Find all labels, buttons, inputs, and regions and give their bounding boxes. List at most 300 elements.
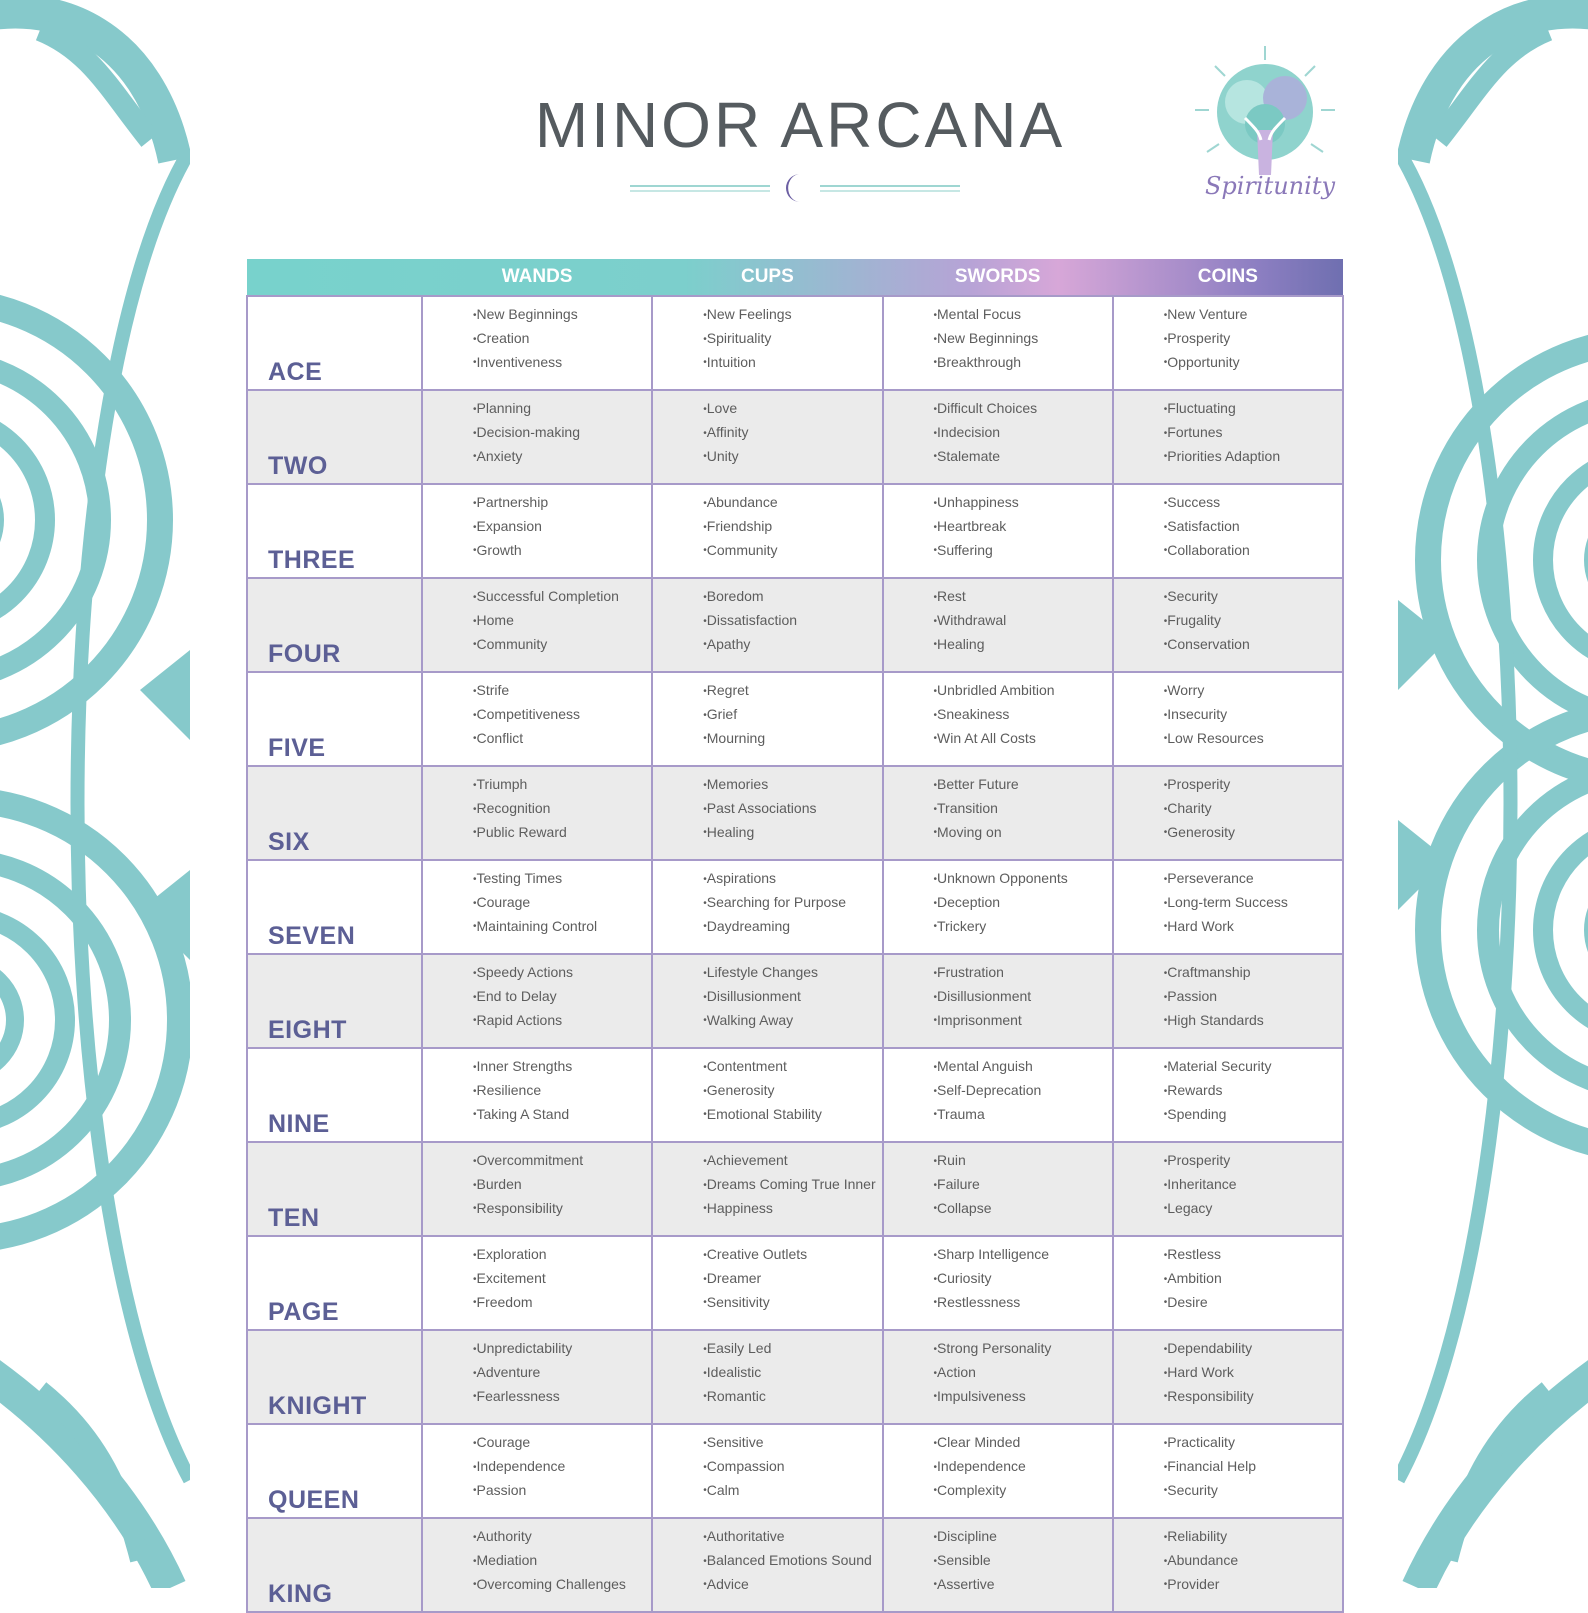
mandala-pattern-left xyxy=(0,0,190,1588)
meaning-item: • Daydreaming xyxy=(703,915,881,939)
meaning-cell-swords xyxy=(883,1236,1113,1330)
meaning-item: • Assertive xyxy=(934,1573,1112,1597)
meaning-item: • Love xyxy=(703,397,881,421)
meaning-cell-wands xyxy=(422,484,652,578)
meaning-cell-wands xyxy=(422,1424,652,1518)
rank-label: NINE xyxy=(247,1048,422,1142)
meaning-item: • Difficult Choices xyxy=(934,397,1112,421)
meaning-item: • Dependability xyxy=(1164,1337,1342,1361)
column-header-swords: SWORDS xyxy=(954,266,1041,287)
meaning-item: • Sensitivity xyxy=(703,1291,881,1315)
meaning-item: • Creation xyxy=(473,327,651,351)
column-header-wands: WANDS xyxy=(501,266,573,287)
meaning-item: • Idealistic xyxy=(703,1361,881,1385)
meaning-cell-cups xyxy=(652,766,882,860)
crescent-moon-icon xyxy=(786,174,800,202)
meaning-list xyxy=(1164,961,1342,1032)
rank-label: QUEEN xyxy=(247,1424,422,1518)
rank-label: TEN xyxy=(247,1142,422,1236)
meaning-item: • Fluctuating xyxy=(1164,397,1342,421)
meaning-item: • Romantic xyxy=(703,1385,881,1409)
meaning-list xyxy=(934,961,1112,1032)
meaning-item: • Testing Times xyxy=(473,867,651,891)
meaning-item: • Affinity xyxy=(703,421,881,445)
table-header-row xyxy=(247,259,1343,296)
meaning-item: • Walking Away xyxy=(703,1009,881,1033)
meaning-item: • Dreams Coming True Inner xyxy=(703,1173,881,1197)
meaning-cell-cups xyxy=(652,1142,882,1236)
right-mandala-border xyxy=(1398,0,1588,1588)
table-row xyxy=(247,954,1343,1048)
rank-label: THREE xyxy=(247,484,422,578)
meaning-item: • Healing xyxy=(934,633,1112,657)
meaning-item: • Trauma xyxy=(934,1103,1112,1127)
meaning-list xyxy=(473,773,651,844)
meaning-item: • Hard Work xyxy=(1164,1361,1342,1385)
meaning-cell-swords xyxy=(883,296,1113,390)
meaning-item: • Provider xyxy=(1164,1573,1342,1597)
meaning-list xyxy=(934,773,1112,844)
table-row xyxy=(247,1142,1343,1236)
meaning-item: • Unhappiness xyxy=(934,491,1112,515)
meaning-item: • Conflict xyxy=(473,727,651,751)
meaning-item: • Withdrawal xyxy=(934,609,1112,633)
meaning-list xyxy=(1164,1149,1342,1220)
meaning-list xyxy=(934,1431,1112,1502)
meaning-item: • Apathy xyxy=(703,633,881,657)
meaning-item: • New Venture xyxy=(1164,303,1342,327)
meaning-item: • Compassion xyxy=(703,1455,881,1479)
meaning-item: • Resilience xyxy=(473,1079,651,1103)
meaning-item: • Imprisonment xyxy=(934,1009,1112,1033)
meaning-cell-coins xyxy=(1113,1330,1343,1424)
meaning-cell-swords xyxy=(883,390,1113,484)
meaning-item: • Independence xyxy=(934,1455,1112,1479)
header-corner xyxy=(247,259,422,296)
meaning-list xyxy=(473,585,651,656)
meaning-item: • Collapse xyxy=(934,1197,1112,1221)
meaning-item: • Emotional Stability xyxy=(703,1103,881,1127)
meaning-cell-cups xyxy=(652,484,882,578)
meaning-cell-swords xyxy=(883,766,1113,860)
meaning-item: • Excitement xyxy=(473,1267,651,1291)
meaning-item: • Breakthrough xyxy=(934,351,1112,375)
meaning-item: • Prosperity xyxy=(1164,773,1342,797)
meaning-item: • High Standards xyxy=(1164,1009,1342,1033)
meaning-item: • Spending xyxy=(1164,1103,1342,1127)
meaning-item: • Low Resources xyxy=(1164,727,1342,751)
meaning-item: • Recognition xyxy=(473,797,651,821)
meaning-item: • Responsibility xyxy=(473,1197,651,1221)
table-row xyxy=(247,672,1343,766)
meaning-item: • Community xyxy=(473,633,651,657)
rank-label: ACE xyxy=(247,296,422,390)
meaning-item: • Authority xyxy=(473,1525,651,1549)
meaning-item: • Dreamer xyxy=(703,1267,881,1291)
meaning-item: • Generosity xyxy=(703,1079,881,1103)
meaning-cell-coins xyxy=(1113,1142,1343,1236)
meaning-item: • Speedy Actions xyxy=(473,961,651,985)
meaning-item: • Contentment xyxy=(703,1055,881,1079)
meaning-item: • Heartbreak xyxy=(934,515,1112,539)
meaning-item: • Indecision xyxy=(934,421,1112,445)
meaning-item: • Successful Completion xyxy=(473,585,651,609)
meaning-list xyxy=(934,303,1112,374)
meaning-item: • Unknown Opponents xyxy=(934,867,1112,891)
meaning-item: • Better Future xyxy=(934,773,1112,797)
meaning-item: • Prosperity xyxy=(1164,327,1342,351)
meaning-cell-cups xyxy=(652,1236,882,1330)
meaning-item: • New Feelings xyxy=(703,303,881,327)
meaning-cell-coins xyxy=(1113,672,1343,766)
meaning-item: • Spirituality xyxy=(703,327,881,351)
meaning-list xyxy=(1164,773,1342,844)
meaning-cell-wands xyxy=(422,578,652,672)
meaning-list xyxy=(934,397,1112,468)
meaning-item: • Courage xyxy=(473,891,651,915)
meaning-cell-swords xyxy=(883,1142,1113,1236)
meaning-list xyxy=(473,679,651,750)
meaning-item: • Security xyxy=(1164,1479,1342,1503)
meaning-item: • Competitiveness xyxy=(473,703,651,727)
meaning-item: • Unbridled Ambition xyxy=(934,679,1112,703)
meaning-cell-coins xyxy=(1113,1048,1343,1142)
meaning-item: • Healing xyxy=(703,821,881,845)
meaning-item: • Fortunes xyxy=(1164,421,1342,445)
meaning-item: • Burden xyxy=(473,1173,651,1197)
meaning-cell-swords xyxy=(883,484,1113,578)
meaning-item: • Overcommitment xyxy=(473,1149,651,1173)
meaning-list xyxy=(934,867,1112,938)
table-row xyxy=(247,1236,1343,1330)
meaning-item: • Discipline xyxy=(934,1525,1112,1549)
meaning-item: • Material Security xyxy=(1164,1055,1342,1079)
meaning-item: • Advice xyxy=(703,1573,881,1597)
meaning-cell-wands xyxy=(422,672,652,766)
meaning-item: • Long-term Success xyxy=(1164,891,1342,915)
moon-divider xyxy=(630,172,960,204)
meaning-item: • Lifestyle Changes xyxy=(703,961,881,985)
meaning-item: • Charity xyxy=(1164,797,1342,821)
brand-name: Spiritunity xyxy=(1204,172,1336,200)
meaning-item: • Passion xyxy=(1164,985,1342,1009)
table-row xyxy=(247,1330,1343,1424)
meaning-item: • Disillusionment xyxy=(703,985,881,1009)
meaning-cell-swords xyxy=(883,1518,1113,1612)
meaning-item: • Perseverance xyxy=(1164,867,1342,891)
meaning-list xyxy=(703,1243,881,1314)
meaning-item: • Independence xyxy=(473,1455,651,1479)
meaning-item: • Courage xyxy=(473,1431,651,1455)
meaning-cell-cups xyxy=(652,296,882,390)
meaning-item: • Strife xyxy=(473,679,651,703)
meaning-item: • Deception xyxy=(934,891,1112,915)
meaning-item: • Self-Deprecation xyxy=(934,1079,1112,1103)
meaning-item: • Community xyxy=(703,539,881,563)
meaning-cell-wands xyxy=(422,1236,652,1330)
meaning-item: • Practicality xyxy=(1164,1431,1342,1455)
minor-arcana-table xyxy=(246,259,1344,1613)
meaning-item: • Inner Strengths xyxy=(473,1055,651,1079)
meaning-item: • Adventure xyxy=(473,1361,651,1385)
rank-label: KING xyxy=(247,1518,422,1612)
meaning-item: • Triumph xyxy=(473,773,651,797)
meaning-list xyxy=(703,1525,881,1596)
meaning-list xyxy=(1164,1243,1342,1314)
meaning-item: • Aspirations xyxy=(703,867,881,891)
meaning-item: • Public Reward xyxy=(473,821,651,845)
meaning-item: • Conservation xyxy=(1164,633,1342,657)
meaning-cell-wands xyxy=(422,1518,652,1612)
meaning-list xyxy=(703,1431,881,1502)
meaning-list xyxy=(934,679,1112,750)
meaning-cell-coins xyxy=(1113,1236,1343,1330)
meaning-item: • Sensitive xyxy=(703,1431,881,1455)
meaning-item: • Partnership xyxy=(473,491,651,515)
rank-label: PAGE xyxy=(247,1236,422,1330)
meaning-item: • Prosperity xyxy=(1164,1149,1342,1173)
meaning-list xyxy=(1164,867,1342,938)
meaning-list xyxy=(703,961,881,1032)
meaning-list xyxy=(1164,1337,1342,1408)
meaning-item: • Frustration xyxy=(934,961,1112,985)
meaning-list xyxy=(934,1337,1112,1408)
meaning-item: • Inventiveness xyxy=(473,351,651,375)
meaning-list xyxy=(703,679,881,750)
meaning-cell-coins xyxy=(1113,954,1343,1048)
meaning-item: • Dissatisfaction xyxy=(703,609,881,633)
meaning-list xyxy=(1164,1525,1342,1596)
meaning-cell-swords xyxy=(883,1048,1113,1142)
meaning-item: • Strong Personality xyxy=(934,1337,1112,1361)
meaning-cell-swords xyxy=(883,578,1113,672)
meaning-list xyxy=(473,303,651,374)
meaning-item: • Home xyxy=(473,609,651,633)
meaning-cell-coins xyxy=(1113,860,1343,954)
page-title: MINOR ARCANA xyxy=(534,89,1066,161)
meaning-item: • Overcoming Challenges xyxy=(473,1573,651,1597)
meaning-item: • Rest xyxy=(934,585,1112,609)
meaning-item: • Moving on xyxy=(934,821,1112,845)
meaning-item: • Impulsiveness xyxy=(934,1385,1112,1409)
meaning-list xyxy=(473,1525,651,1596)
meaning-item: • New Beginnings xyxy=(934,327,1112,351)
meaning-cell-cups xyxy=(652,1048,882,1142)
meaning-item: • Exploration xyxy=(473,1243,651,1267)
meaning-item: • Passion xyxy=(473,1479,651,1503)
meaning-item: • Ruin xyxy=(934,1149,1112,1173)
meaning-item: • Intuition xyxy=(703,351,881,375)
meaning-list xyxy=(934,1055,1112,1126)
meaning-item: • Satisfaction xyxy=(1164,515,1342,539)
meaning-item: • Curiosity xyxy=(934,1267,1112,1291)
meaning-cell-cups xyxy=(652,954,882,1048)
meaning-list xyxy=(1164,585,1342,656)
meaning-cell-coins xyxy=(1113,390,1343,484)
meaning-list xyxy=(473,1055,651,1126)
meaning-item: • Abundance xyxy=(703,491,881,515)
meaning-item: • Opportunity xyxy=(1164,351,1342,375)
meaning-item: • Happiness xyxy=(703,1197,881,1221)
meaning-item: • Ambition xyxy=(1164,1267,1342,1291)
meaning-item: • Calm xyxy=(703,1479,881,1503)
meaning-item: • Creative Outlets xyxy=(703,1243,881,1267)
meaning-item: • Win At All Costs xyxy=(934,727,1112,751)
meaning-item: • Fearlessness xyxy=(473,1385,651,1409)
meaning-cell-coins xyxy=(1113,296,1343,390)
meaning-item: • End to Delay xyxy=(473,985,651,1009)
meaning-cell-cups xyxy=(652,1518,882,1612)
meaning-item: • Generosity xyxy=(1164,821,1342,845)
meaning-item: • Clear Minded xyxy=(934,1431,1112,1455)
meaning-item: • Responsibility xyxy=(1164,1385,1342,1409)
meaning-list xyxy=(473,1243,651,1314)
meaning-list xyxy=(1164,397,1342,468)
meaning-item: • Rapid Actions xyxy=(473,1009,651,1033)
meaning-cell-swords xyxy=(883,954,1113,1048)
meaning-item: • Priorities Adaption xyxy=(1164,445,1342,469)
meaning-cell-wands xyxy=(422,766,652,860)
meaning-list xyxy=(703,1149,881,1220)
rank-label: EIGHT xyxy=(247,954,422,1048)
meaning-list xyxy=(473,961,651,1032)
meaning-list xyxy=(1164,1055,1342,1126)
meaning-cell-swords xyxy=(883,860,1113,954)
meaning-cell-cups xyxy=(652,860,882,954)
table-body xyxy=(247,296,1343,1612)
rank-label: KNIGHT xyxy=(247,1330,422,1424)
meaning-item: • Anxiety xyxy=(473,445,651,469)
meaning-item: • Maintaining Control xyxy=(473,915,651,939)
meaning-item: • Disillusionment xyxy=(934,985,1112,1009)
meaning-list xyxy=(473,1431,651,1502)
meaning-item: • Sensible xyxy=(934,1549,1112,1573)
meaning-list xyxy=(934,1243,1112,1314)
meaning-cell-swords xyxy=(883,672,1113,766)
meaning-item: • Legacy xyxy=(1164,1197,1342,1221)
meaning-item: • Regret xyxy=(703,679,881,703)
meaning-list xyxy=(934,585,1112,656)
meaning-item: • Reliability xyxy=(1164,1525,1342,1549)
meaning-item: • Collaboration xyxy=(1164,539,1342,563)
meaning-list xyxy=(473,491,651,562)
meaning-cell-coins xyxy=(1113,1424,1343,1518)
meaning-list xyxy=(703,491,881,562)
meaning-cell-wands xyxy=(422,1048,652,1142)
column-header-cups: CUPS xyxy=(740,266,794,287)
meaning-item: • Rewards xyxy=(1164,1079,1342,1103)
meaning-item: • Failure xyxy=(934,1173,1112,1197)
meaning-item: • Easily Led xyxy=(703,1337,881,1361)
meaning-item: • Craftmanship xyxy=(1164,961,1342,985)
column-header-coins: COINS xyxy=(1197,266,1258,287)
meaning-item: • New Beginnings xyxy=(473,303,651,327)
meaning-list xyxy=(703,1337,881,1408)
meaning-list xyxy=(1164,303,1342,374)
meaning-item: • Growth xyxy=(473,539,651,563)
meaning-cell-swords xyxy=(883,1424,1113,1518)
meaning-list xyxy=(473,1149,651,1220)
meaning-list xyxy=(1164,491,1342,562)
meaning-list xyxy=(703,303,881,374)
meaning-item: • Trickery xyxy=(934,915,1112,939)
meaning-item: • Restless xyxy=(1164,1243,1342,1267)
meaning-cell-cups xyxy=(652,390,882,484)
meaning-item: • Boredom xyxy=(703,585,881,609)
rank-label: SIX xyxy=(247,766,422,860)
meaning-item: • Inheritance xyxy=(1164,1173,1342,1197)
meaning-item: • Worry xyxy=(1164,679,1342,703)
table-row xyxy=(247,484,1343,578)
rank-label: TWO xyxy=(247,390,422,484)
meaning-cell-cups xyxy=(652,672,882,766)
meaning-item: • Freedom xyxy=(473,1291,651,1315)
meaning-item: • Balanced Emotions Sound xyxy=(703,1549,881,1573)
meaning-item: • Transition xyxy=(934,797,1112,821)
meaning-item: • Sharp Intelligence xyxy=(934,1243,1112,1267)
meaning-cell-wands xyxy=(422,390,652,484)
meaning-cell-wands xyxy=(422,954,652,1048)
meaning-cell-cups xyxy=(652,578,882,672)
meaning-item: • Past Associations xyxy=(703,797,881,821)
meaning-list xyxy=(473,397,651,468)
meaning-list xyxy=(703,867,881,938)
meaning-item: • Security xyxy=(1164,585,1342,609)
meaning-item: • Sneakiness xyxy=(934,703,1112,727)
meaning-cell-coins xyxy=(1113,1518,1343,1612)
table-row xyxy=(247,1048,1343,1142)
mandala-pattern-right xyxy=(1398,0,1588,1588)
table-row xyxy=(247,578,1343,672)
meaning-item: • Mourning xyxy=(703,727,881,751)
meaning-list xyxy=(703,773,881,844)
meaning-item: • Complexity xyxy=(934,1479,1112,1503)
meaning-cell-coins xyxy=(1113,766,1343,860)
meaning-item: • Decision-making xyxy=(473,421,651,445)
meaning-item: • Abundance xyxy=(1164,1549,1342,1573)
meaning-list xyxy=(703,585,881,656)
meaning-item: • Achievement xyxy=(703,1149,881,1173)
meaning-list xyxy=(703,1055,881,1126)
left-mandala-border xyxy=(0,0,190,1588)
meaning-cell-wands xyxy=(422,860,652,954)
rank-label: FOUR xyxy=(247,578,422,672)
meaning-item: • Taking A Stand xyxy=(473,1103,651,1127)
meaning-cell-coins xyxy=(1113,578,1343,672)
meaning-list xyxy=(703,397,881,468)
meaning-cell-coins xyxy=(1113,484,1343,578)
meaning-item: • Restlessness xyxy=(934,1291,1112,1315)
meaning-item: • Searching for Purpose xyxy=(703,891,881,915)
meaning-item: • Desire xyxy=(1164,1291,1342,1315)
meaning-item: • Unity xyxy=(703,445,881,469)
meaning-list xyxy=(934,491,1112,562)
meaning-item: • Success xyxy=(1164,491,1342,515)
meaning-item: • Grief xyxy=(703,703,881,727)
meaning-item: • Expansion xyxy=(473,515,651,539)
meaning-list xyxy=(1164,1431,1342,1502)
meaning-item: • Financial Help xyxy=(1164,1455,1342,1479)
meaning-cell-wands xyxy=(422,1142,652,1236)
meaning-list xyxy=(1164,679,1342,750)
meaning-item: • Friendship xyxy=(703,515,881,539)
meaning-item: • Memories xyxy=(703,773,881,797)
meaning-item: • Planning xyxy=(473,397,651,421)
rank-label: FIVE xyxy=(247,672,422,766)
meaning-item: • Insecurity xyxy=(1164,703,1342,727)
meaning-item: • Frugality xyxy=(1164,609,1342,633)
rank-label: SEVEN xyxy=(247,860,422,954)
